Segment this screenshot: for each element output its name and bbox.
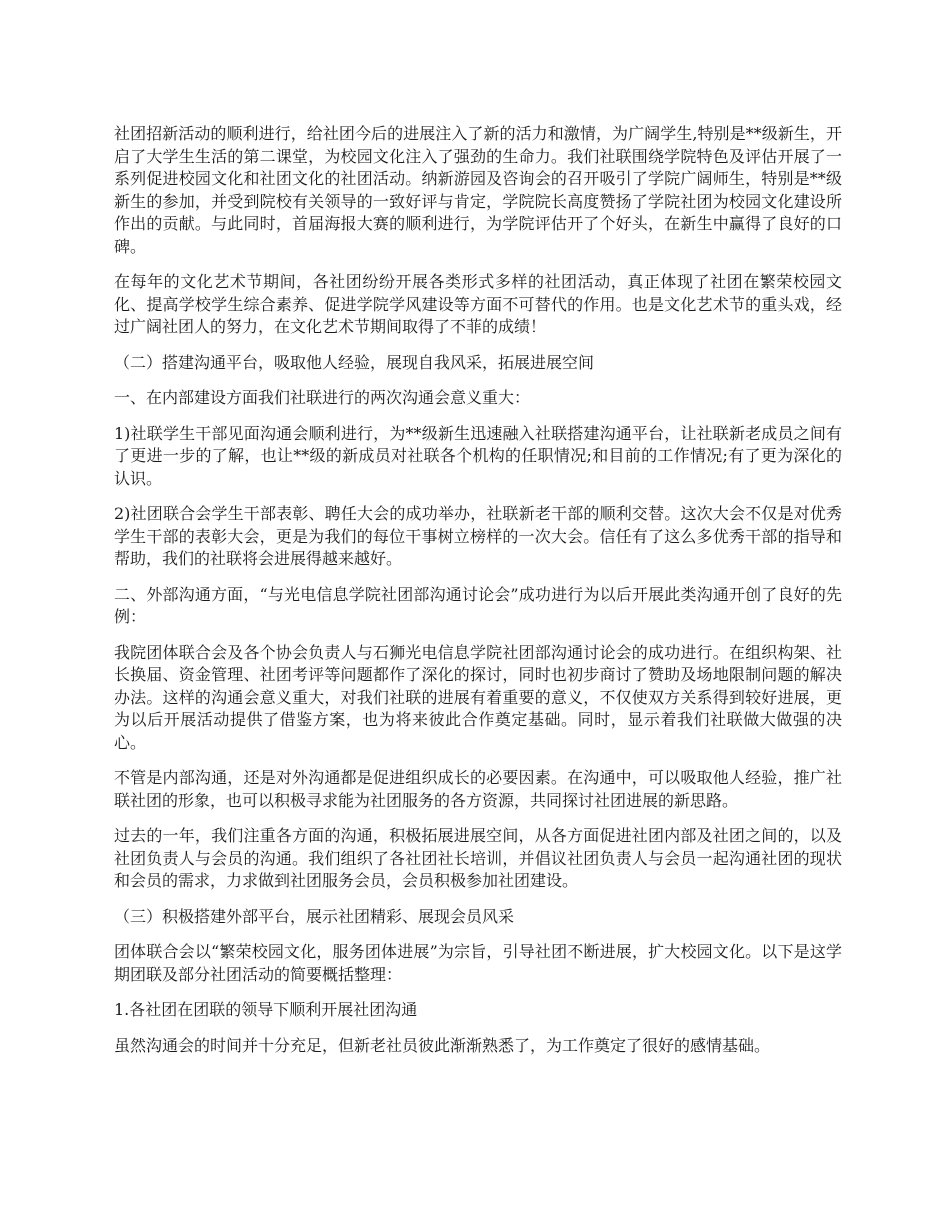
paragraph-subheading-1: 1.各社团在团联的领导下顺利开展社团沟通: [114, 1000, 418, 1019]
paragraph-item-2: 2)社团联合会学生干部表彰、聘任大会的成功举办，社联新老干部的顺利交替。这次大会不仅是对优秀学生干部的表彰大会，更是为我们的每位干事树立榜样的一次大会。信任有了这么多优秀干部的指导和帮助，我们的社联将会进展得越来越好。: [114, 504, 842, 568]
section-heading-2: （二）搭建沟通平台，吸取他人经验，展现自我风采，拓展进展空间: [114, 352, 595, 372]
paragraph-item-1: 1)社联学生干部见面沟通会顺利进行，为**级新生迅速融入社联搭建沟通平台，让社联新老成员之间有了更进一步的了解，也让**级的新成员对社联各个机构的任职情况;和目前的工作情况;有了更为深化的认识。: [114, 423, 842, 488]
paragraph-arts-festival: 在每年的文化艺术节期间，各社团纷纷开展各类形式多样的社团活动，真正体现了社团在繁荣校园文化、提高学校学生综合素养、促进学院学风建设等方面不可替代的作用。也是文化艺术节的重头戏，经过广阔社团人的努力，在文化艺术节期间取得了不菲的成绩！: [114, 272, 842, 336]
document-page: [114, 123, 842, 1070]
paragraph-past-year: 过去的一年，我们注重各方面的沟通，积极拓展进展空间，从各方面促进社团内部及社团之间的，以及社团负责人与会员的沟通。我们组织了各社团社长培训，并倡议社团负责人与会员一起沟通社团的现状和会员的需求，力求做到社团服务会员，会员积极参加社团建设。: [114, 826, 842, 890]
paragraph-internal-intro: 一、在内部建设方面我们社联进行的两次沟通会意义重大：: [114, 388, 531, 407]
section-heading-3: （三）积极搭建外部平台，展示社团精彩、展现会员风采: [114, 906, 515, 926]
paragraph-communication: 不管是内部沟通，还是对外沟通都是促进组织成长的必要因素。在沟通中，可以吸取他人经验，推广社联社团的形象，也可以积极寻求能为社团服务的各方资源，共同探讨社团进展的新思路。: [114, 768, 842, 810]
paragraph-final: 虽然沟通会的时间并十分充足，但新老社员彼此渐渐熟悉了，为工作奠定了很好的感情基础。: [114, 1035, 771, 1055]
paragraph-external-intro: 二、外部沟通方面，“与光电信息学院社团部沟通讨论会”成功进行为以后开展此类沟通开创了良好的先例：: [114, 584, 842, 626]
paragraph-union-purpose: 团体联合会以“繁荣校园文化，服务团体进展”为宗旨，引导社团不断进展，扩大校园文化。以下是这学期团联及部分社团活动的简要概括整理：: [114, 942, 842, 984]
paragraph-recruitment: 社团招新活动的顺利进行，给社团今后的进展注入了新的活力和激情，为广阔学生,特别是**级新生，开启了大学生生活的第二课堂，为校园文化注入了强劲的生命力。我们社联围绕学院特色及评估开展了一系列促进校园文化和社团文化的社团活动。纳新游园及咨询会的召开吸引了学院广阔师生，特别是**级新生的参加，并受到院校有关领导的一致好评与肯定，学院院长高度赞扬了学院社团为校园文化建设所作出的贡献。与此同时，首届海报大赛的顺利进行，为学院评估开了个好头，在新生中赢得了良好的口碑。: [114, 124, 842, 256]
paragraph-external-detail: 我院团体联合会及各个协会负责人与石狮光电信息学院社团部沟通讨论会的成功进行。在组织构架、社长换届、资金管理、社团考评等问题都作了深化的探讨，同时也初步商讨了赞助及场地限制问题的解决办法。这样的沟通会意义重大，对我们社联的进展有着重要的意义，不仅使双方关系得到较好进展，更为以后开展活动提供了借鉴方案，也为将来彼此合作奠定基础。同时，显示着我们社联做大做强的决心。: [114, 642, 842, 752]
